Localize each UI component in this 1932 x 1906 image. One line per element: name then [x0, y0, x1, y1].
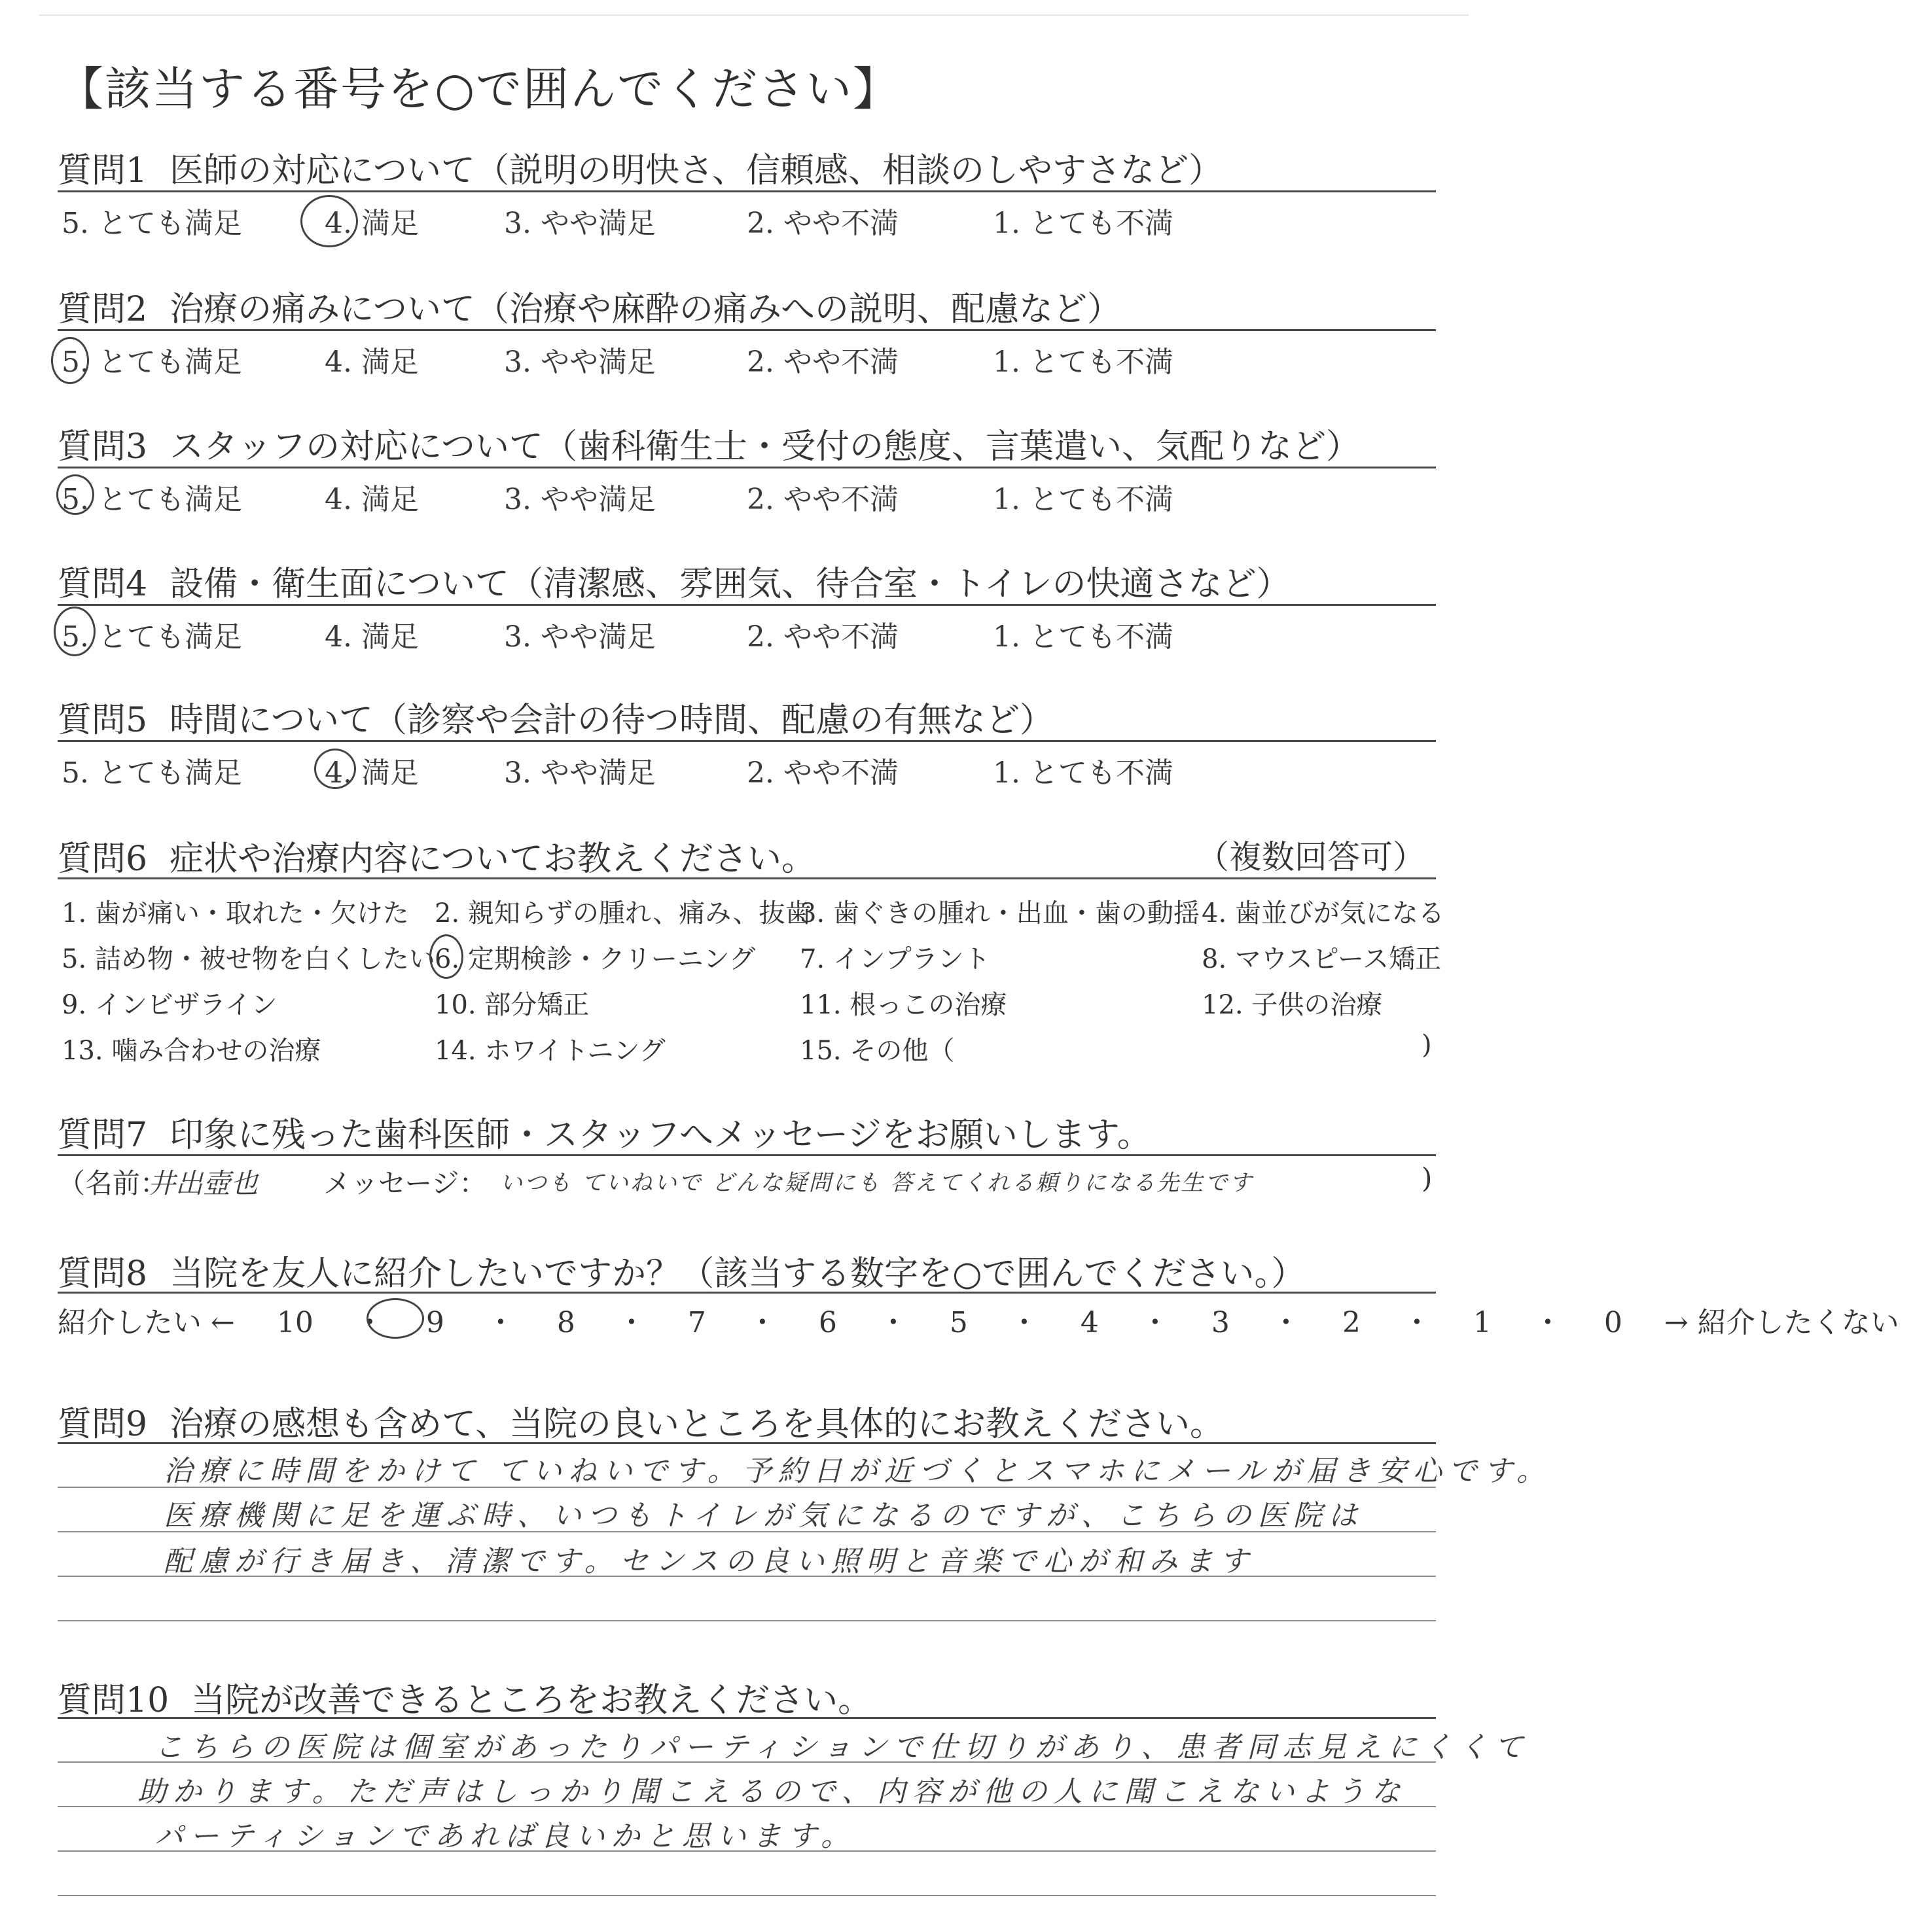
q2-text: 治療の痛みについて（治療や麻酔の痛みへの説明、配慮など） [170, 290, 1122, 329]
q7-message-label: メッセージ： [323, 1167, 487, 1199]
q2-title [58, 281, 1121, 330]
q6-item-14[interactable]: 14. ホワイトニング [435, 1036, 666, 1066]
q9-answer-line-3: 配慮が行き届き、清潔です。センスの良い照明と音楽で心が和みます [164, 1545, 1255, 1578]
q3-title [58, 419, 1360, 468]
q4-title [58, 556, 1290, 605]
q8-scale-10[interactable]: 10 [276, 1306, 313, 1339]
q4-answer-circle [54, 607, 96, 656]
q3-option-4[interactable]: 4. 満足 [325, 483, 419, 516]
q8-scale-6[interactable]: 6 [818, 1306, 837, 1339]
q8-scale-dot: ・ [1271, 1306, 1300, 1339]
q10-rule [58, 1717, 1436, 1719]
q4-number: 質問4 [58, 565, 148, 604]
q3-answer-circle [56, 474, 94, 515]
q7-number: 質問7 [58, 1116, 148, 1155]
q7-close: ) [1422, 1162, 1433, 1194]
q9-answer-line-1: 治療に時間をかけて ていねいです。予約日が近づくとスマホにメールが届き安心です。 [164, 1455, 1552, 1488]
q7-text: 印象に残った歯科医師・スタッフへメッセージをお願いします。 [170, 1116, 1151, 1155]
q6-item-10[interactable]: 10. 部分矯正 [435, 990, 590, 1020]
q1-answer-circle [300, 195, 358, 247]
q5-options [58, 749, 1445, 788]
q2-rule [58, 329, 1436, 331]
q1-options [58, 200, 1445, 239]
q8-scale-row [58, 1299, 1932, 1341]
q8-scale-dot: ・ [617, 1306, 646, 1339]
q6-item-2[interactable]: 2. 親知らずの腫れ、痛み、抜歯 [435, 898, 812, 928]
q2-option-2[interactable]: 2. やや不満 [747, 345, 899, 379]
q7-rule [58, 1154, 1436, 1156]
q2-option-5[interactable]: 5. とても満足 [62, 345, 242, 379]
q5-option-4[interactable]: 4. 満足 [325, 756, 419, 790]
q8-scale-dot: ・ [486, 1306, 515, 1339]
q6-title [58, 831, 815, 880]
q8-scale-8[interactable]: 8 [556, 1306, 575, 1339]
q6-number: 質問6 [58, 839, 148, 879]
q8-left-label: 紹介したい ← [58, 1306, 235, 1339]
q10-answer-line-3: パーティションであれば良いかと思います。 [154, 1820, 857, 1853]
q6-item-8[interactable]: 8. マウスピース矯正 [1202, 944, 1442, 974]
q5-option-1[interactable]: 1. とても不満 [993, 756, 1173, 790]
q3-option-5[interactable]: 5. とても満足 [62, 483, 242, 516]
q9-rule [58, 1442, 1436, 1444]
q8-scale-dot: ・ [1009, 1306, 1039, 1339]
q1-title [58, 143, 1223, 192]
q2-number: 質問2 [58, 290, 148, 329]
q8-title [58, 1246, 1305, 1295]
q8-scale-5[interactable]: 5 [949, 1306, 968, 1339]
q6-item-1[interactable]: 1. 歯が痛い・取れた・欠けた [62, 898, 409, 928]
q10-title [58, 1672, 872, 1721]
q10-answer-line-2: 助かります。ただ声はしっかり聞こえるので、内容が他の人に聞こえないような [137, 1775, 1407, 1809]
q5-option-2[interactable]: 2. やや不満 [747, 756, 899, 790]
q8-scale-7[interactable]: 7 [687, 1306, 706, 1339]
q4-option-3[interactable]: 3. やや満足 [504, 620, 656, 654]
q3-option-2[interactable]: 2. やや不満 [747, 483, 899, 516]
q5-rule [58, 740, 1436, 742]
q3-options [58, 476, 1445, 515]
q8-scale-dot: ・ [747, 1306, 777, 1339]
q9-answer-line-2: 医療機関に足を運ぶ時、いつもトイレが気になるのですが、こちらの医院は [164, 1499, 1364, 1532]
q3-option-1[interactable]: 1. とても不満 [993, 483, 1173, 516]
q1-option-2[interactable]: 2. やや不満 [747, 207, 899, 240]
q8-scale-1[interactable]: 1 [1473, 1306, 1492, 1339]
q2-options [58, 338, 1445, 378]
q7-title [58, 1107, 1151, 1156]
q5-option-3[interactable]: 3. やや満足 [504, 756, 656, 790]
q8-scale-9[interactable]: 9 [425, 1306, 444, 1339]
q4-option-5[interactable]: 5. とても満足 [62, 620, 242, 654]
q3-option-3[interactable]: 3. やや満足 [504, 483, 656, 516]
q9-line-rule [58, 1620, 1436, 1621]
q4-options [58, 613, 1445, 652]
q5-number: 質問5 [58, 701, 148, 740]
q1-option-4[interactable]: 4. 満足 [325, 207, 419, 240]
q8-scale-2[interactable]: 2 [1342, 1306, 1361, 1339]
q9-title [58, 1396, 1224, 1445]
q1-text: 医師の対応について（説明の明快さ、信頼感、相談のしやすさなど） [170, 151, 1223, 190]
q2-option-4[interactable]: 4. 満足 [325, 345, 419, 379]
q8-scale-dot: ・ [355, 1306, 384, 1339]
q6-answer-circle [429, 934, 463, 979]
instruction-header: 【該当する番号を○で囲んでください】 [58, 62, 901, 116]
q6-item-7[interactable]: 7. インプラント [800, 944, 990, 974]
q5-text: 時間について（診察や会計の待つ時間、配慮の有無など） [170, 701, 1054, 740]
q8-answer-circle [367, 1298, 424, 1339]
q6-item-15-close: ) [1422, 1030, 1432, 1060]
q1-option-1[interactable]: 1. とても不満 [993, 207, 1173, 240]
q6-rule [58, 877, 1436, 879]
q8-right-label: → 紹介したくない [1664, 1306, 1899, 1339]
q6-item-5[interactable]: 5. 詰め物・被せ物を白くしたい [62, 944, 435, 974]
q5-title [58, 692, 1054, 741]
q8-scale-dot: ・ [1140, 1306, 1170, 1339]
q6-item-13[interactable]: 13. 噛み合わせの治療 [62, 1036, 321, 1066]
q8-text: 当院を友人に紹介したいですか？（該当する数字を○で囲んでください。） [170, 1254, 1306, 1294]
q6-item-9[interactable]: 9. インビザライン [62, 990, 277, 1020]
q8-scale-3[interactable]: 3 [1211, 1306, 1230, 1339]
q5-answer-circle [314, 749, 356, 789]
q8-scale-dot: ・ [878, 1306, 908, 1339]
q10-answer-line-1: こちらの医院は個室があったりパーティションで仕切りがあり、患者同志見えにくくて [154, 1731, 1530, 1764]
q1-option-5[interactable]: 5. とても満足 [62, 207, 242, 240]
q2-option-1[interactable]: 1. とても不満 [993, 345, 1173, 379]
q7-name-value: 井出壺也 [148, 1167, 259, 1199]
q6-item-3[interactable]: 3. 歯ぐきの腫れ・出血・歯の動揺 [800, 898, 1200, 928]
q8-scale-0[interactable]: 0 [1603, 1306, 1622, 1339]
q7-name-label: （名前： [58, 1167, 168, 1199]
q6-item-6[interactable]: 6. 定期検診・クリーニング [435, 944, 756, 974]
page-top-border [39, 14, 1469, 16]
q6-multiple-answer-note: （複数回答可） [1196, 838, 1425, 876]
q6-item-4[interactable]: 4. 歯並びが気になる [1202, 898, 1444, 928]
q4-option-1[interactable]: 1. とても不満 [993, 620, 1173, 654]
q1-rule [58, 190, 1436, 192]
q10-number: 質問10 [58, 1681, 170, 1720]
q3-number: 質問3 [58, 427, 148, 467]
q6-text: 症状や治療内容についてお教えください。 [170, 839, 816, 879]
q8-number: 質問8 [58, 1254, 148, 1294]
q9-text: 治療の感想も含めて、当院の良いところを具体的にお教えください。 [170, 1405, 1225, 1444]
q8-rule [58, 1292, 1436, 1294]
q4-text: 設備・衛生面について（清潔感、雰囲気、待合室・トイレの快適さなど） [170, 565, 1291, 604]
q3-rule [58, 467, 1436, 468]
q8-scale-dot: ・ [1402, 1306, 1431, 1339]
q6-item-15[interactable]: 15. その他（ [800, 1036, 955, 1066]
q10-line-rule [58, 1895, 1436, 1896]
q10-text: 当院が改善できるところをお教えください。 [191, 1681, 872, 1720]
q7-message-value: いつも ていねいで どんな疑問にも 答えてくれる頼りになる先生です [500, 1170, 1254, 1196]
q1-option-3[interactable]: 3. やや満足 [504, 207, 656, 240]
q2-option-3[interactable]: 3. やや満足 [504, 345, 656, 379]
q8-scale-4[interactable]: 4 [1080, 1306, 1099, 1339]
q6-item-12[interactable]: 12. 子供の治療 [1202, 990, 1383, 1020]
q9-number: 質問9 [58, 1405, 148, 1444]
q4-option-2[interactable]: 2. やや不満 [747, 620, 899, 654]
q3-text: スタッフの対応について（歯科衛生士・受付の態度、言葉遣い、気配りなど） [170, 427, 1361, 467]
q4-option-4[interactable]: 4. 満足 [325, 620, 419, 654]
q2-answer-circle [51, 337, 89, 384]
q1-number: 質問1 [58, 151, 148, 190]
q6-item-11[interactable]: 11. 根っこの治療 [800, 990, 1007, 1020]
q5-option-5[interactable]: 5. とても満足 [62, 756, 242, 790]
q4-rule [58, 604, 1436, 606]
q8-scale-dot: ・ [1533, 1306, 1562, 1339]
